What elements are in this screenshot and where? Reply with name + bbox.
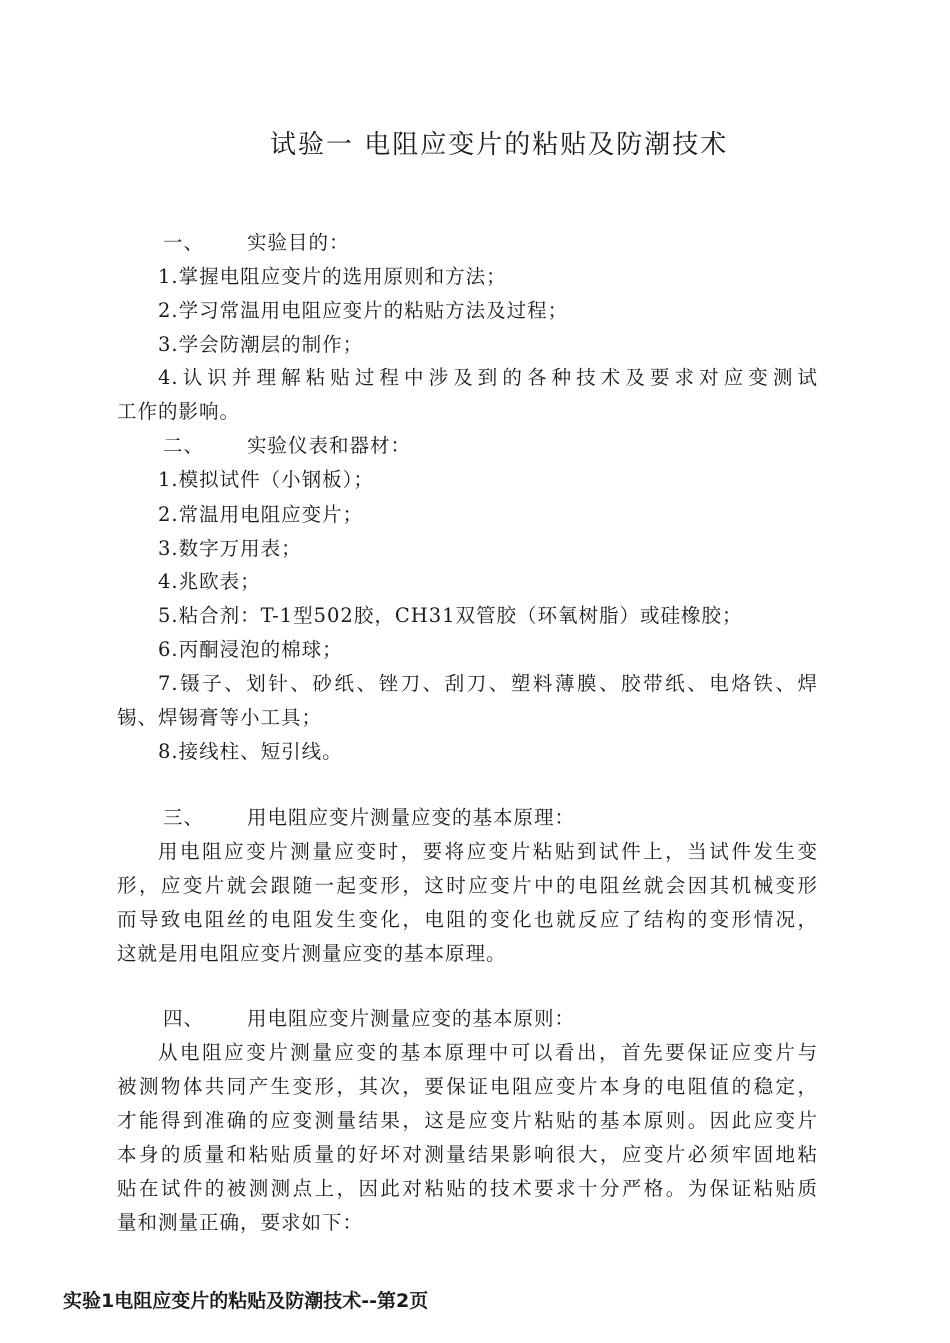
document-title: 试验一 电阻应变片的粘贴及防潮技术 — [270, 130, 729, 160]
section-1-title: 实验目的： — [247, 231, 350, 254]
section-1-item: 2.学习常温用电阻应变片的粘贴方法及过程； — [158, 299, 569, 322]
section-2-item: 5.粘合剂：T-1型502胶，CH31双管胶（环氧树脂）或硅橡胶； — [158, 604, 743, 627]
section-3-paragraph-line: 用电阻应变片测量应变时，要将应变片粘贴到试件上，当试件发生变 — [158, 840, 818, 863]
section-2-item: 1.模拟试件（小钢板）； — [158, 468, 374, 491]
section-1-heading — [163, 231, 350, 255]
section-1-item: 3.学会防潮层的制作； — [158, 333, 364, 356]
section-2-item: 7.镊子、划针、砂纸、锉刀、刮刀、塑料薄膜、胶带纸、电烙铁、焊 — [158, 672, 818, 695]
section-1-item: 1.掌握电阻应变片的选用原则和方法； — [158, 265, 507, 288]
section-4-paragraph-line: 才能得到准确的应变测量结果，这是应变片粘贴的基本原则。因此应变片 — [117, 1109, 818, 1132]
section-4-number: 四、 — [163, 1007, 205, 1030]
section-3-title: 用电阻应变片测量应变的基本原理： — [247, 806, 576, 829]
section-2-item: 3.数字万用表； — [158, 537, 302, 560]
section-1-item-continuation: 工作的影响。 — [117, 400, 241, 423]
section-3-heading — [163, 806, 575, 830]
section-1-item: 4.认识并理解粘贴过程中涉及到的各种技术及要求对应变测试 — [158, 366, 818, 389]
section-2-number: 二、 — [163, 434, 205, 457]
section-4-paragraph-line: 从电阻应变片测量应变的基本原理中可以看出，首先要保证应变片与 — [158, 1041, 818, 1064]
section-2-item: 8.接线柱、短引线。 — [158, 740, 343, 763]
section-4-heading — [163, 1007, 575, 1031]
section-2-title: 实验仪表和器材： — [247, 434, 412, 457]
section-4-paragraph-line: 贴在试件的被测测点上，因此对粘贴的技术要求十分严格。为保证粘贴质 — [117, 1177, 818, 1200]
section-2-item: 2.常温用电阻应变片； — [158, 503, 364, 526]
page-footer: 实验1电阻应变片的粘贴及防潮技术--第2页 — [63, 1290, 429, 1312]
section-3-paragraph-line: 这就是用电阻应变片测量应变的基本原理。 — [117, 942, 507, 965]
section-4-paragraph-line: 被测物体共同产生变形，其次，要保证电阻应变片本身的电阻值的稳定， — [117, 1075, 818, 1098]
section-4-paragraph-line: 本身的质量和粘贴质量的好坏对测量结果影响很大，应变片必须牢固地粘 — [117, 1143, 818, 1166]
section-3-number: 三、 — [163, 806, 205, 829]
section-2-item: 6.丙酮浸泡的棉球； — [158, 638, 343, 661]
section-4-paragraph-line: 量和测量正确，要求如下： — [117, 1211, 364, 1234]
section-2-item-continuation: 锡、焊锡膏等小工具； — [117, 706, 323, 729]
section-3-paragraph-line: 形，应变片就会跟随一起变形，这时应变片中的电阻丝就会因其机械变形 — [117, 874, 818, 897]
section-4-title: 用电阻应变片测量应变的基本原则： — [247, 1007, 576, 1030]
section-1-number: 一、 — [163, 231, 205, 254]
section-3-paragraph-line: 而导致电阻丝的电阻发生变化，电阻的变化也就反应了结构的变形情况， — [117, 908, 818, 931]
section-2-heading — [163, 434, 411, 458]
section-2-item: 4.兆欧表； — [158, 570, 261, 593]
